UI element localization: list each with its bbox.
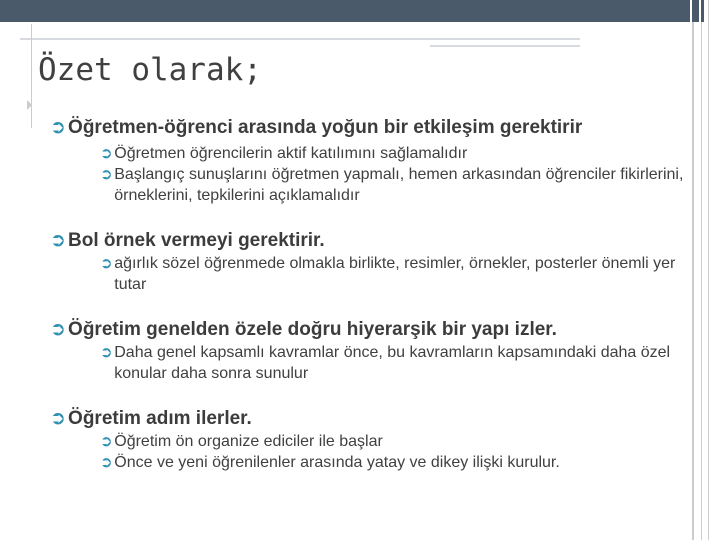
bullet-heading: Öğretim genelden özele doğru hiyerarşik bir yapı izler. — [68, 319, 557, 340]
circled-right-arrow-icon: ➲ — [100, 454, 113, 471]
circled-right-arrow-icon: ➲ — [100, 433, 113, 450]
level2-bullet — [100, 143, 690, 164]
decorative-line — [31, 24, 32, 128]
bullet-section — [50, 318, 690, 384]
header-bar-segment — [692, 0, 699, 22]
level1-bullet — [50, 318, 690, 342]
decorative-line — [708, 0, 709, 540]
circled-right-arrow-icon: ➲ — [50, 117, 66, 138]
bullet-section — [50, 229, 690, 295]
level1-bullet — [50, 407, 690, 431]
level2-bullet — [100, 452, 690, 473]
circled-right-arrow-icon: ➲ — [50, 319, 66, 340]
level2-bullet — [100, 342, 690, 384]
bullet-text: Önce ve yeni öğrenilenler arasında yatay ve dikey ilişki kurulur. — [114, 454, 560, 471]
header-bar-segment — [701, 0, 704, 22]
decorative-line — [430, 45, 580, 47]
bullet-heading: Öğretmen-öğrenci arasında yoğun bir etkileşim gerektirir — [68, 117, 583, 138]
bullet-section — [50, 116, 690, 206]
level1-bullet — [50, 229, 690, 253]
bullet-section — [50, 407, 690, 473]
circled-right-arrow-icon: ➲ — [100, 344, 113, 361]
bullet-text: Öğretmen öğrencilerin aktif katılımını sağlamalıdır — [114, 145, 468, 162]
decorative-tick — [27, 100, 32, 110]
bullet-text: ağırlık sözel öğrenmede olmakla birlikte, resimler, örnekler, posterler önemli yer tutar — [114, 255, 676, 293]
circled-right-arrow-icon: ➲ — [100, 255, 113, 272]
bullet-heading: Bol örnek vermeyi gerektirir. — [68, 230, 325, 251]
bullet-text: Başlangıç sunuşlarını öğretmen yapmalı, hemen arkasından öğrenciler fikirlerini, örneklerini, tepkilerini açıklamalıdır — [114, 166, 684, 204]
decorative-line — [701, 22, 702, 540]
level2-bullet — [100, 164, 690, 206]
circled-right-arrow-icon: ➲ — [100, 145, 113, 162]
decorative-line — [692, 22, 694, 540]
bullet-text: Daha genel kapsamlı kavramlar önce, bu kavramların kapsamındaki daha özel konular daha sonra sunulur — [114, 344, 671, 382]
level2-bullet — [100, 431, 690, 452]
bullet-heading: Öğretim adım ilerler. — [68, 408, 252, 429]
slide-header-bar — [0, 0, 690, 22]
level2-bullet — [100, 253, 690, 295]
slide-title: Özet olarak; — [38, 52, 262, 88]
level1-bullet — [50, 116, 690, 140]
bullet-text: Öğretim ön organize ediciler ile başlar — [114, 433, 383, 450]
circled-right-arrow-icon: ➲ — [50, 230, 66, 251]
decorative-line — [20, 38, 580, 40]
slide-body — [50, 116, 690, 473]
circled-right-arrow-icon: ➲ — [50, 408, 66, 429]
circled-right-arrow-icon: ➲ — [100, 166, 113, 183]
